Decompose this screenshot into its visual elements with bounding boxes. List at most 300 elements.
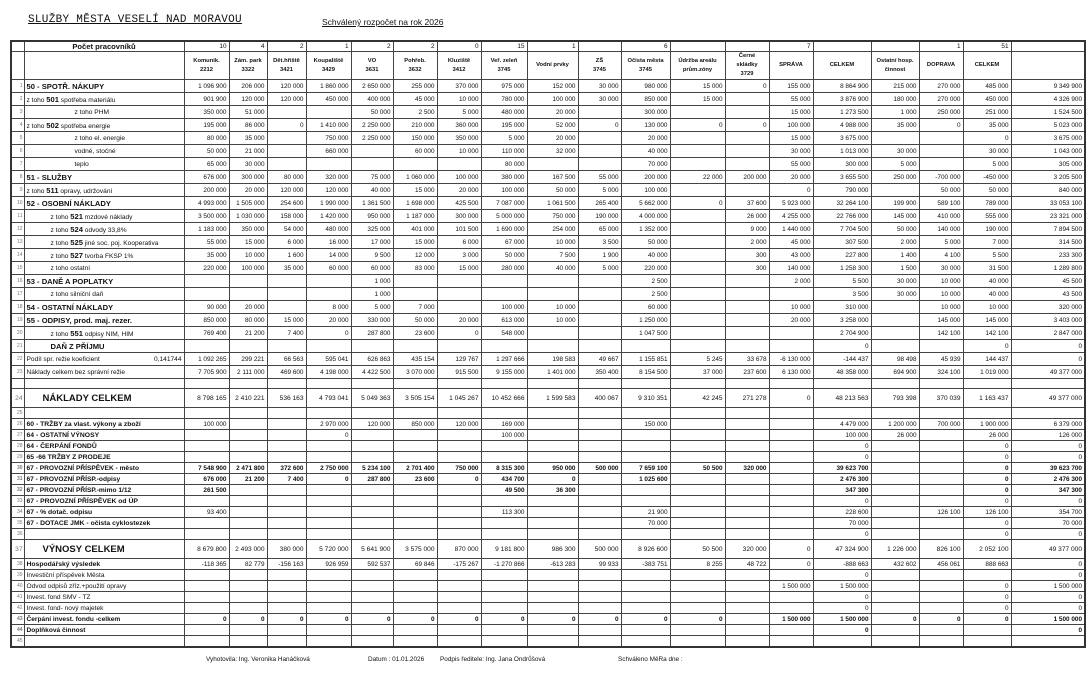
row-number: 29	[11, 452, 24, 463]
value-cell: 1 420 000	[306, 210, 351, 223]
value-cell: 5 023 000	[1011, 119, 1085, 132]
table-row	[11, 419, 1085, 430]
value-cell: 10 000	[769, 301, 813, 314]
value-cell	[527, 288, 578, 301]
label-text: odpisy NIM, HIM	[82, 330, 134, 338]
table-row	[11, 474, 1085, 485]
row-number: 16	[11, 275, 24, 288]
value-cell	[670, 408, 725, 419]
value-cell: 86 000	[229, 119, 267, 132]
value-cell: 320 000	[1011, 301, 1085, 314]
value-cell	[578, 485, 621, 496]
value-cell: 2 000	[871, 236, 919, 249]
value-cell: 287 800	[351, 474, 393, 485]
value-cell: 120 000	[267, 93, 306, 106]
value-cell: 98 498	[871, 353, 919, 366]
row-number: 4	[11, 119, 24, 132]
value-cell: 7 704 500	[813, 223, 871, 236]
value-cell: 613 000	[481, 314, 527, 327]
row-number: 19	[11, 314, 24, 327]
value-cell: 65 000	[578, 223, 621, 236]
prepared-by: Vyhotovila: Ing. Veronika Hanáčková	[206, 656, 310, 663]
value-cell: 5 000	[437, 106, 481, 119]
value-cell: 950 000	[351, 210, 393, 223]
value-cell: 255 000	[393, 80, 437, 93]
table-row	[11, 540, 1085, 559]
value-cell	[725, 106, 769, 119]
row-label	[24, 223, 184, 236]
value-cell: 780 000	[481, 93, 527, 106]
value-cell	[351, 430, 393, 441]
value-cell: 320 000	[306, 171, 351, 184]
value-cell	[963, 636, 1011, 648]
row-label	[24, 430, 184, 441]
value-cell: 0	[306, 614, 351, 625]
row-number: 8	[11, 171, 24, 184]
value-cell: 320 000	[725, 463, 769, 474]
account-code: 511	[46, 185, 59, 195]
value-cell	[527, 158, 578, 171]
value-cell: 0	[1011, 592, 1085, 603]
value-cell	[351, 145, 393, 158]
value-cell: 1 500 000	[769, 581, 813, 592]
row-number: 22	[11, 353, 24, 366]
value-cell: 926 959	[306, 559, 351, 570]
value-cell	[919, 529, 963, 540]
value-cell: 4 793 041	[306, 389, 351, 408]
table-row	[11, 463, 1085, 474]
value-cell: 5 049 363	[351, 389, 393, 408]
value-cell: 140 000	[919, 223, 963, 236]
value-cell	[919, 603, 963, 614]
row-label	[24, 496, 184, 507]
value-cell: 55 000	[769, 93, 813, 106]
row-label	[24, 408, 184, 419]
row-label	[24, 379, 184, 389]
value-cell	[393, 288, 437, 301]
value-cell	[393, 603, 437, 614]
column-header	[229, 52, 267, 80]
value-cell	[670, 529, 725, 540]
value-cell: 15 000	[393, 184, 437, 197]
value-cell	[267, 581, 306, 592]
value-cell	[527, 408, 578, 419]
value-cell	[769, 496, 813, 507]
table-row	[11, 441, 1085, 452]
value-cell	[725, 441, 769, 452]
row-label	[24, 327, 184, 340]
value-cell: 215 000	[871, 80, 919, 93]
value-cell: 30 000	[871, 288, 919, 301]
row-label	[24, 145, 184, 158]
value-cell: 2 000	[769, 275, 813, 288]
value-cell	[481, 441, 527, 452]
value-cell: 15 000	[769, 132, 813, 145]
value-cell	[578, 592, 621, 603]
value-cell	[267, 518, 306, 529]
column-name: DOPRAVA	[926, 62, 956, 68]
label-text: DAŇ Z PŘÍJMU	[50, 341, 105, 351]
headcount-cell	[813, 41, 871, 52]
row-number: 13	[11, 236, 24, 249]
value-cell: 23 321 000	[1011, 210, 1085, 223]
value-cell: 100 000	[437, 171, 481, 184]
value-cell	[871, 327, 919, 340]
value-cell	[725, 184, 769, 197]
value-cell: 39 623 700	[813, 463, 871, 474]
value-cell: 6 000	[437, 236, 481, 249]
value-cell: 789 000	[963, 197, 1011, 210]
row-label	[24, 389, 184, 408]
value-cell	[306, 106, 351, 119]
value-cell: 850 000	[621, 93, 670, 106]
value-cell: 400 000	[351, 93, 393, 106]
value-cell: 206 000	[229, 80, 267, 93]
value-cell: 15 000	[769, 106, 813, 119]
value-cell: 15 000	[393, 236, 437, 249]
value-cell	[670, 507, 725, 518]
row-number: 9	[11, 184, 24, 197]
value-cell	[481, 625, 527, 636]
value-cell: 0	[184, 614, 229, 625]
value-cell	[351, 408, 393, 419]
label-text: 67 - PROVOZNÍ PŘÍSPĚVEK od ÚP	[26, 497, 138, 505]
value-cell: 33 678	[725, 353, 769, 366]
value-cell	[725, 430, 769, 441]
row-label	[24, 625, 184, 636]
value-cell	[578, 158, 621, 171]
value-cell: 6 379 000	[1011, 419, 1085, 430]
value-cell	[871, 132, 919, 145]
value-cell: 23 600	[393, 474, 437, 485]
value-cell	[184, 625, 229, 636]
row-number: 11	[11, 210, 24, 223]
value-cell: 5 000	[578, 262, 621, 275]
label-text: jiné soc. poj. Kooperativa	[82, 239, 159, 247]
headcount-cell: 6	[621, 41, 670, 52]
label-text: 67 - PROVOZNÍ PŘÍSPĚVEK - město	[26, 464, 139, 472]
row-number: 31	[11, 474, 24, 485]
value-cell: 40 000	[527, 262, 578, 275]
value-cell: 8 864 900	[813, 80, 871, 93]
value-cell	[725, 340, 769, 353]
value-cell: 8 315 300	[481, 463, 527, 474]
row-number: 35	[11, 518, 24, 529]
value-cell	[725, 474, 769, 485]
value-cell: 1 273 500	[813, 106, 871, 119]
value-cell: 0	[1011, 340, 1085, 353]
value-cell: 20 000	[229, 301, 267, 314]
label-text: z toho	[50, 330, 71, 338]
value-cell	[578, 275, 621, 288]
value-cell: 0	[963, 132, 1011, 145]
value-cell: 3 500 000	[184, 210, 229, 223]
value-cell	[527, 275, 578, 288]
column-name: ZŠ	[595, 57, 604, 64]
value-cell	[306, 408, 351, 419]
value-cell: 0	[621, 614, 670, 625]
value-cell: 7 087 000	[481, 197, 527, 210]
row-label	[24, 419, 184, 430]
row-label	[24, 301, 184, 314]
value-cell: 350 400	[578, 366, 621, 379]
value-cell	[919, 379, 963, 389]
value-cell: 826 100	[919, 540, 963, 559]
value-cell	[351, 570, 393, 581]
value-cell	[919, 158, 963, 171]
value-cell: 380 000	[481, 171, 527, 184]
row-number	[11, 379, 24, 389]
value-cell: 310 000	[813, 301, 871, 314]
value-cell	[1011, 408, 1085, 419]
value-cell: 1 524 500	[1011, 106, 1085, 119]
value-cell: 3 403 000	[1011, 314, 1085, 327]
value-cell: 75 000	[351, 171, 393, 184]
value-cell: 2 471 800	[229, 463, 267, 474]
coefficient: 0,141744	[153, 355, 182, 363]
value-cell	[527, 518, 578, 529]
table-row	[11, 408, 1085, 419]
value-cell	[184, 408, 229, 419]
value-cell	[621, 529, 670, 540]
value-cell: 0	[306, 430, 351, 441]
value-cell: 45 939	[919, 353, 963, 366]
value-cell	[351, 518, 393, 529]
column-header	[769, 52, 813, 80]
value-cell: 330 000	[351, 314, 393, 327]
label-text: Odvod odpisů zříz.+použití opravy	[26, 582, 127, 590]
value-cell: 0	[578, 614, 621, 625]
value-cell	[621, 636, 670, 648]
value-cell	[769, 408, 813, 419]
value-cell	[871, 452, 919, 463]
value-cell	[1011, 636, 1085, 648]
label-text: 67 - DOTACE JMK - očista cyklostezek	[26, 519, 151, 527]
value-cell	[527, 529, 578, 540]
value-cell	[813, 379, 871, 389]
value-cell	[351, 592, 393, 603]
column-header	[871, 52, 919, 80]
value-cell	[229, 518, 267, 529]
label-text: Hospodářský výsledek	[26, 560, 101, 568]
value-cell: 0	[306, 474, 351, 485]
value-cell	[437, 625, 481, 636]
value-cell: 480 000	[481, 106, 527, 119]
value-cell: 251 000	[963, 106, 1011, 119]
value-cell	[725, 570, 769, 581]
value-cell: 50 000	[963, 184, 1011, 197]
value-cell: 152 000	[527, 80, 578, 93]
value-cell: 22 766 000	[813, 210, 871, 223]
value-cell: 15 000	[670, 80, 725, 93]
value-cell	[267, 419, 306, 430]
value-cell	[527, 625, 578, 636]
value-cell	[725, 132, 769, 145]
headcount-cell: 2	[393, 41, 437, 52]
value-cell: 536 163	[267, 389, 306, 408]
table-row	[11, 614, 1085, 625]
value-cell: 0	[963, 496, 1011, 507]
value-cell: 7 000	[393, 301, 437, 314]
value-cell: 2 704 900	[813, 327, 871, 340]
value-cell	[393, 496, 437, 507]
row-label	[24, 581, 184, 592]
row-number: 25	[11, 408, 24, 419]
value-cell	[481, 379, 527, 389]
value-cell	[437, 529, 481, 540]
row-label	[24, 197, 184, 210]
value-cell: 850 000	[184, 314, 229, 327]
column-header	[621, 52, 670, 80]
value-cell	[578, 288, 621, 301]
table-row	[11, 340, 1085, 353]
value-cell	[725, 314, 769, 327]
value-cell	[306, 158, 351, 171]
value-cell: 198 583	[527, 353, 578, 366]
label-text: Investiční příspěvek Města	[26, 571, 105, 579]
value-cell: -175 267	[437, 559, 481, 570]
value-cell: 0	[963, 474, 1011, 485]
value-cell: 0	[769, 559, 813, 570]
value-cell: 145 000	[871, 210, 919, 223]
value-cell: 3 505 154	[393, 389, 437, 408]
value-cell	[184, 581, 229, 592]
value-cell: 0	[963, 518, 1011, 529]
value-cell: 0	[481, 614, 527, 625]
row-number: 14	[11, 249, 24, 262]
value-cell: 0	[1011, 559, 1085, 570]
value-cell: 20 000	[229, 184, 267, 197]
value-cell	[306, 441, 351, 452]
value-cell: 3 876 900	[813, 93, 871, 106]
label-text: 67 - PROVOZNÍ PŘÍSP.-mimo 1/12	[26, 486, 132, 494]
value-cell: 31 500	[963, 262, 1011, 275]
value-cell	[919, 518, 963, 529]
value-cell	[919, 145, 963, 158]
table-row	[11, 223, 1085, 236]
value-cell	[769, 327, 813, 340]
value-cell: 700 000	[919, 419, 963, 430]
value-cell: 26 000	[725, 210, 769, 223]
value-cell: 0	[813, 529, 871, 540]
value-cell: 35 000	[963, 119, 1011, 132]
value-cell: 10 000	[963, 301, 1011, 314]
value-cell	[769, 288, 813, 301]
value-cell: 47 324 900	[813, 540, 871, 559]
value-cell: 220 000	[621, 262, 670, 275]
row-number: 38	[11, 559, 24, 570]
value-cell: 589 100	[919, 197, 963, 210]
value-cell	[871, 636, 919, 648]
value-cell	[351, 158, 393, 171]
value-cell: 0	[1011, 353, 1085, 366]
value-cell: 8 798 165	[184, 389, 229, 408]
value-cell	[351, 441, 393, 452]
value-cell: 120 000	[351, 419, 393, 430]
value-cell: 126 000	[1011, 430, 1085, 441]
column-name: Dět.hřiště	[273, 57, 300, 64]
value-cell: 7 000	[963, 236, 1011, 249]
value-cell	[670, 570, 725, 581]
value-cell: 36 300	[527, 485, 578, 496]
value-cell: 1 500	[871, 262, 919, 275]
value-cell	[437, 441, 481, 452]
value-cell: 370 000	[437, 80, 481, 93]
value-cell	[670, 106, 725, 119]
row-label	[24, 106, 184, 119]
value-cell: 980 000	[621, 80, 670, 93]
value-cell	[621, 603, 670, 614]
label-text: NÁKLADY CELKEM	[42, 392, 132, 404]
value-cell	[393, 507, 437, 518]
row-number: 26	[11, 419, 24, 430]
value-cell: 40 000	[351, 184, 393, 197]
value-cell: 80 000	[267, 171, 306, 184]
value-cell: 3 500	[578, 236, 621, 249]
value-cell	[184, 340, 229, 353]
table-row	[11, 145, 1085, 158]
row-label	[24, 614, 184, 625]
label-text: teplo	[74, 160, 89, 168]
value-cell	[229, 452, 267, 463]
table-row	[11, 570, 1085, 581]
value-cell: 370 039	[919, 389, 963, 408]
value-cell: -613 283	[527, 559, 578, 570]
value-cell	[437, 507, 481, 518]
value-cell: 50 000	[527, 184, 578, 197]
value-cell: 1 163 437	[963, 389, 1011, 408]
value-cell	[871, 496, 919, 507]
value-cell: 347 300	[813, 485, 871, 496]
value-cell	[769, 379, 813, 389]
value-cell: 300	[725, 262, 769, 275]
value-cell: 20 000	[621, 132, 670, 145]
table-row	[11, 592, 1085, 603]
value-cell: 50 000	[184, 145, 229, 158]
row-number: 30	[11, 463, 24, 474]
value-cell: 0	[437, 614, 481, 625]
label-text: z toho	[26, 122, 47, 130]
value-cell: 1 000	[871, 106, 919, 119]
column-header	[919, 52, 963, 80]
label-text: 64 - ČERPÁNÍ FONDŮ	[26, 442, 97, 450]
value-cell	[578, 106, 621, 119]
row-number: 15	[11, 262, 24, 275]
column-header	[351, 52, 393, 80]
row-number: 2	[11, 93, 24, 106]
value-cell	[527, 581, 578, 592]
value-cell	[481, 452, 527, 463]
value-cell	[578, 625, 621, 636]
value-cell	[578, 474, 621, 485]
value-cell	[871, 379, 919, 389]
value-cell: 2 052 100	[963, 540, 1011, 559]
value-cell: 1 045 267	[437, 389, 481, 408]
row-label	[24, 262, 184, 275]
column-name: Očista města	[627, 57, 664, 64]
value-cell	[481, 636, 527, 648]
value-cell	[769, 452, 813, 463]
value-cell	[621, 496, 670, 507]
headcount-cell: 10	[184, 41, 229, 52]
row-label	[24, 507, 184, 518]
row-number: 34	[11, 507, 24, 518]
value-cell	[670, 223, 725, 236]
value-cell	[351, 507, 393, 518]
value-cell	[437, 570, 481, 581]
value-cell	[437, 496, 481, 507]
headcount-cell: 51	[963, 41, 1011, 52]
